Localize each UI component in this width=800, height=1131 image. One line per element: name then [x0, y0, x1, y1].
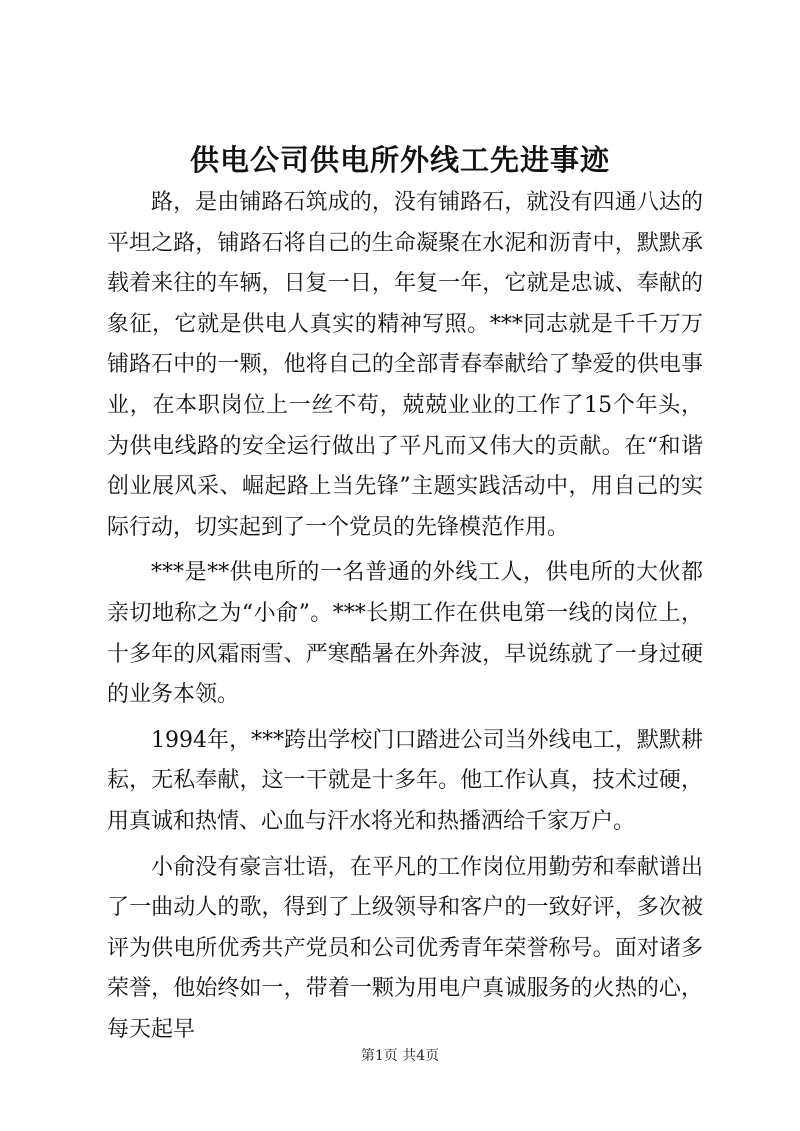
document-body [107, 183, 703, 1055]
document-title: 供电公司供电所外线工先进事迹 [189, 143, 610, 177]
page-footer: 第1页 共4页 [360, 1048, 440, 1064]
paragraph-1: 路，是由铺路石筑成的，没有铺路石，就没有四通八达的平坦之路，铺路石将自己的生命凝聚在水泥和沥青中，默默承载着来往的车辆，日复一日，年复一年，它就是忠诚、奉献的象征，它就是供电人真实的精神写照。***同志就是千千万万铺路石中的一颗，他将自己的全部青春奉献给了挚爱的供电事业，在本职岗位上一丝不苟，兢兢业业的工作了15个年头，为供电线路的安全运行做出了平凡而又伟大的贡献。在“和谐创业展风采、崛起路上当先锋”主题实践活动中，用自己的实际行动，切实起到了一个党员的先锋模范作用。 [107, 190, 703, 540]
paragraph-3: 1994年，***跨出学校门口踏进公司当外线电工，默默耕耘，无私奉献，这一干就是十多年。他工作认真，技术过硬，用真诚和热情、心血与汗水将光和热播洒给千家万户。 [107, 727, 703, 834]
paragraph-4: 小俞没有豪言壮语，在平凡的工作岗位用勤劳和奉献谱出了一曲动人的歌，得到了上级领导和客户的一致好评，多次被评为供电所优秀共产党员和公司优秀青年荣誉称号。面对诸多荣誉，他始终如一，带着一颗为用电户真诚服务的火热的心，每天起早 [107, 854, 703, 1042]
paragraph-2: ***是**供电所的一名普通的外线工人，供电所的大伙都亲切地称之为“小俞”。***长期工作在供电第一线的岗位上，十多年的风霜雨雪、严寒酷暑在外奔波，早说练就了一身过硬的业务本领。 [107, 560, 703, 708]
